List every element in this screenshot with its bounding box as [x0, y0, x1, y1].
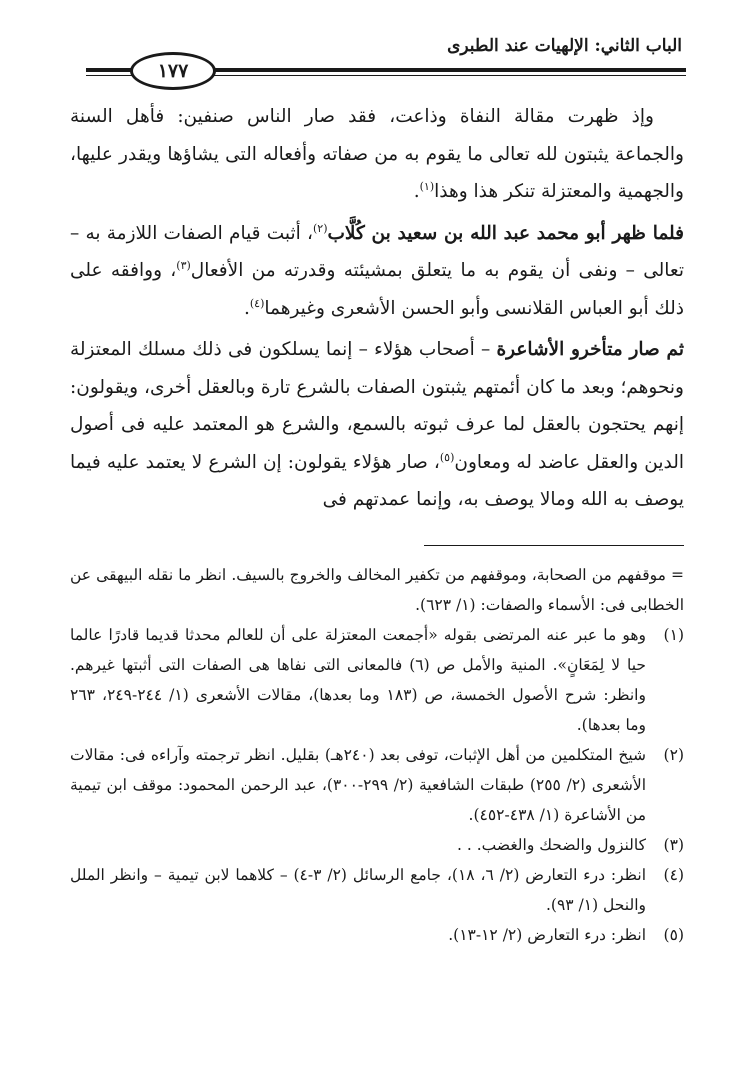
paragraph-3-lead: ثم صار متأخرو الأشاعرة: [496, 339, 684, 360]
footnote-mark: (٤): [663, 866, 684, 884]
footnote-mark: (٣): [663, 836, 684, 854]
footnote-item: [70, 860, 684, 920]
footnote-mark: (١): [663, 626, 684, 644]
footnote-ref-2: (٢): [312, 221, 328, 235]
footnote-text: كالنزول والضحك والغضب. . .: [457, 836, 646, 854]
footnote-item: [70, 740, 684, 830]
footnote-text: شيخ المتكلمين من أهل الإثبات، توفى بعد (٢٤٠هـ) بقليل. انظر ترجمته وآراءه فى: مقالات الأشعرى (٢/ ٢٥٥) طبقات الشافعية (٢/ ٢٩٩-٣٠٠)، عبد الرحمن المحمود: موقف ابن تيمية من الأشاعرة (١/ ٤٣٨-٤٥٢).: [70, 746, 647, 824]
footnote-item: [70, 620, 684, 740]
footnote-item: [70, 920, 684, 950]
footnote-separator: [424, 545, 684, 546]
paragraph-3: [70, 331, 684, 519]
paragraph-2-text-b: ، ووافقه على ذلك أبو العباس القلانسى وأبو الحسن الأشعرى وغيرهما: [70, 260, 684, 319]
paragraph-2-lead: فلما ظهر أبو محمد عبد الله بن سعيد بن كُلَّاب: [327, 222, 684, 244]
footnote-ref-3: (٣): [176, 258, 191, 272]
footnote-ref-4: (٤): [249, 296, 265, 310]
footnote-text: انظر: درء التعارض (٢/ ١٢-١٣).: [448, 926, 646, 944]
footnotes: [70, 560, 684, 950]
footnote-ref-5: (٥): [439, 450, 455, 464]
footnote-ref-1: (١): [419, 179, 435, 193]
footnote-continuation: = موقفهم من الصحابة، وموقفهم من تكفير المخالف والخروج بالسيف. انظر ما نقله البيهقى عن الخطابى فى: الأسماء والصفات: (١/ ٦٢٣).: [70, 566, 684, 614]
footnote-mark: (٥): [663, 926, 684, 944]
paragraph-2-text-a: ، أثبت قيام الصفات اللازمة به – تعالى – ونفى أن يقوم به ما يتعلق بمشيئته وقدرته من الأفعال: [70, 222, 684, 281]
main-text: [70, 98, 684, 519]
paragraph-2: فلما ظهر أبو محمد عبد الله بن سعيد بن كُلَّاب$^{(٢)}$، أثبت قيام الصفات اللازمة به – تعالى – ونفى أن يقوم به ما يتعلق بمشيئته وقدرته من الأفعال$^{(٣)}$، ووافقه على ذلك أبو العباس القلانسى وأبو الحسن الأشعرى وغيرهما$^{(٤)}$.: [70, 221, 684, 319]
paragraph-1-text: وإذ ظهرت مقالة النفاة وذاعت، فقد صار الناس صنفين: فأهل السنة والجماعة يثبتون لله تعالى ما يقوم به من صفاته وأفعاله التى يشاؤها ويقدر عليها، والجهمية والمعتزلة تنكر هذا وهذا: [70, 106, 684, 202]
paragraph-3-text-a: – أصحاب هؤلاء – إنما يسلكون فى ذلك مسلك المعتزلة ونحوهم؛ وبعد ما كان أئمتهم يثبتون الصفات بالشرع تارة وبالعقل أخرى، ويقولون: إنهم يحتجون بالعقل لما عرف ثبوته بالسمع، والشرع هو المعتمد عليه فى أصول الدين والعقل عاضد له ومعاون: [70, 339, 684, 473]
page-number-badge: ١٧٧: [130, 52, 216, 90]
running-header-title: الباب الثاني: الإلهيات عند الطبرى: [447, 36, 682, 56]
footnote-text: انظر: درء التعارض (٢/ ٦، ١٨)، جامع الرسائل (٢/ ٣-٤) – كلاهما لابن تيمية – وانظر الملل والنحل (١/ ٩٣).: [70, 866, 647, 914]
paragraph-1: وإذ ظهرت مقالة النفاة وذاعت، فقد صار الناس صنفين: فأهل السنة والجماعة يثبتون لله تعالى ما يقوم به من صفاته وأفعاله التى يشاؤها ويقدر عليها، والجهمية والمعتزلة تنكر هذا وهذا$^{(١)}$.: [70, 106, 684, 202]
footnote-mark: (٢): [663, 746, 684, 764]
footnote-text: وهو ما عبر عنه المرتضى بقوله «أجمعت المعتزلة على أن للعالم محدثا قديما قادرًا عالما حيا لا لِمَعَانٍ». المنية والأمل ص (٦) فالمعانى التى نفاها هى الصفات التى أثبتها غيرهم. وانظر: شرح الأصول الخمسة، ص (١٨٣ وما بعدها)، مقالات الأشعرى (١/ ٢٤٤-٢٤٩، ٢٦٣ وما بعدها).: [70, 626, 646, 734]
footnote-item: [70, 830, 684, 860]
paragraph-3-text-b: ، صار هؤلاء يقولون: إن الشرع لا يعتمد عليه فيما يوصف به الله ومالا يوصف به، وإنما عمدتهم فى: [70, 451, 684, 510]
